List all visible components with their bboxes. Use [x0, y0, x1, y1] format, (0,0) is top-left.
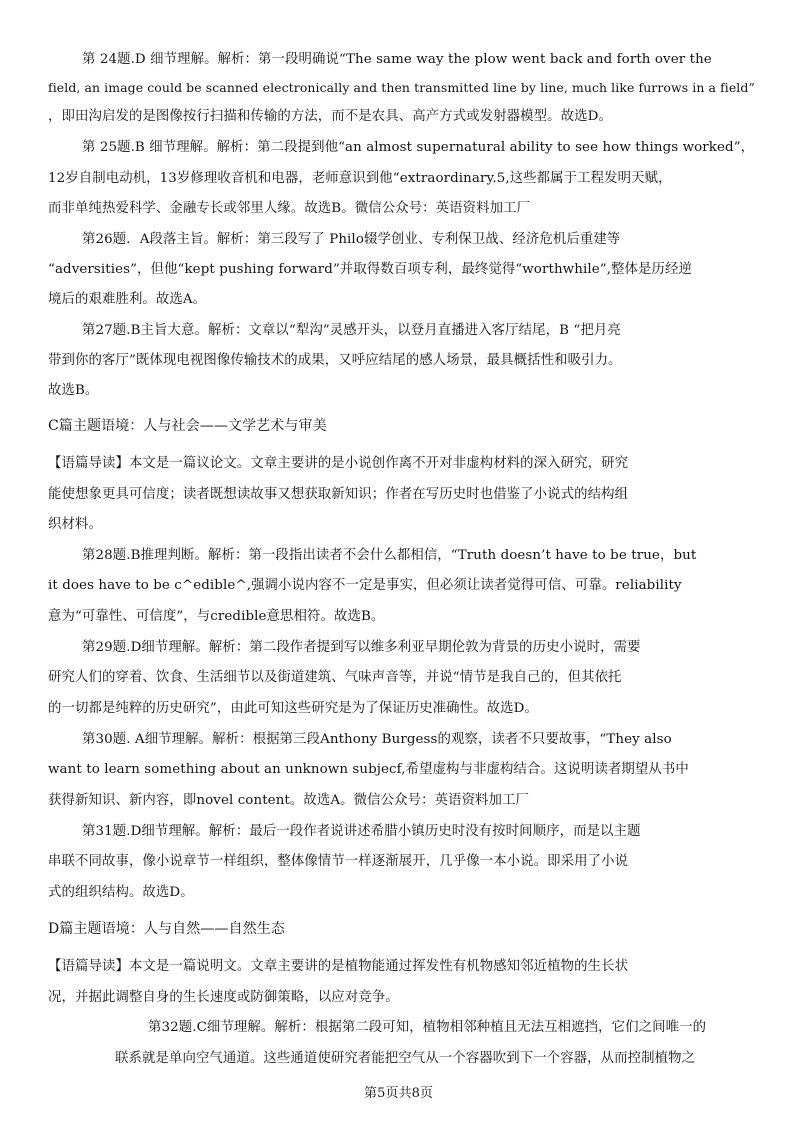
section-heading-d: D篇主题语境：人与自然——自然生态: [48, 921, 285, 937]
text-line: 联系就是单向空气通道。这些通道使研究者能把空气从一个容器吹到下一个容器，从而控制植物之: [115, 1051, 696, 1066]
text-line: “adversities”，但他“kept pushing forward”并取得数百项专利，最终觉得“worthwhile”,整体是历经逆: [48, 262, 693, 277]
text-line: 【语篇导读】本文是一篇议论文。文章主要讲的是小说创作离不开对非虚构材料的深入研究，研究: [48, 456, 629, 471]
text-line: 第 24题.D 细节理解。解析：第一段明确说“The same way the plow went back and forth over the: [82, 52, 712, 67]
text-line: ，即田沟启发的是图像按行扫描和传输的方法，而不是农具、高产方式或发射器模型。故选D。: [48, 109, 612, 124]
text-line: 12岁自制电动机，13岁修理收音机和电器，老师意识到他“extraordinary.5,这些都属于工程发明天赋，: [48, 171, 672, 186]
text-line: 第32题.C细节理解。解析：根据第二段可知，植物相邻种植且无法互相遮挡，它们之间唯一的: [148, 1020, 707, 1035]
text-line: 的一切都是纯粹的历史研究”，由此可知这些研究是为了保证历史准确性。故选D。: [48, 701, 538, 716]
text-line: 第27题.B主旨大意。解析：文章以“犁沟”灵感开头，以登月直播进入客厅结尾，B “把月亮: [82, 323, 621, 338]
text-line: 能使想象更具可信度；读者既想读故事又想获取新知识；作者在写历史时也借鉴了小说式的结构组: [48, 487, 629, 502]
text-line: 第29题.D细节理解。解析：第二段作者提到写以维多利亚早期伦敦为背景的历史小说时，需要: [82, 640, 641, 655]
page-footer: 第5页共8页: [364, 1086, 434, 1101]
text-line: 第28题.B推理判断。解析：第一段指出读者不会什么都相信，“Truth doesn’t have to be true，but: [82, 548, 697, 563]
text-line: it does have to be c^edible^,强调小说内容不一定是事实，但必须让读者觉得可信、可靠。reliability: [48, 578, 682, 593]
text-line: 串联不同故事，像小说章节一样组织，整体像情节一样逐渐展开，几乎像一本小说。即采用了小说: [48, 854, 629, 869]
text-line: field, an image could be scanned electronically and then transmitted line by line, much like furrows in a field”: [48, 80, 755, 95]
text-line: 【语篇导读】本文是一篇说明文。文章主要讲的是植物能通过挥发性有机物感知邻近植物的生长状: [48, 959, 629, 974]
text-line: 况，并据此调整自身的生长速度或防御策略，以应对竞争。: [48, 990, 399, 1005]
text-line: 研究人们的穿着、饮食、生活细节以及街道建筑、气味声音等，并说“情节是我自己的，但其依托: [48, 670, 622, 685]
text-line: 而非单纯热爱科学、金融专长或邻里人缘。故选B。微信公众号：英语资料加工厂: [48, 201, 531, 216]
section-heading-c: C篇主题语境：人与社会——文学艺术与审美: [48, 418, 327, 434]
text-line: 第31题.D细节理解。解析：最后一段作者说讲述希腊小镇历史时没有按时间顺序，而是以主题: [82, 824, 641, 839]
text-line: 获得新知识、新内容，即novel content。故选A。微信公众号：英语资料加工厂: [48, 793, 530, 808]
text-line: want to learn something about an unknown subjecf,希望虚构与非虚构结合。这说明读者期望从书中: [48, 762, 689, 777]
text-line: 第30题. A细节理解。解析：根据第三段Anthony Burgess的观察，读者不只要故事，“They also: [82, 732, 672, 747]
text-line: 第 25题.B 细节理解。解析：第二段提到他“an almost supernatural ability to see how things worked”，: [82, 140, 755, 155]
text-line: 式的组织结构。故选D。: [48, 885, 194, 900]
text-line: 第26题．A段落主旨。解析：第三段写了 Philo辍学创业、专利保卫战、经济危机后重建等: [82, 232, 621, 247]
text-line: 织材料。: [48, 517, 102, 532]
text-line: 带到你的客厅”既体现电视图像传输技术的成果，又呼应结尾的感人场景，最具概括性和吸引力。: [48, 353, 622, 368]
text-line: 境后的艰难胜利。故选A。: [48, 292, 207, 307]
text-line: 故选B。: [48, 383, 99, 398]
text-line: 意为“可靠性、可信度”，与credible意思相符。故选B。: [48, 609, 385, 624]
